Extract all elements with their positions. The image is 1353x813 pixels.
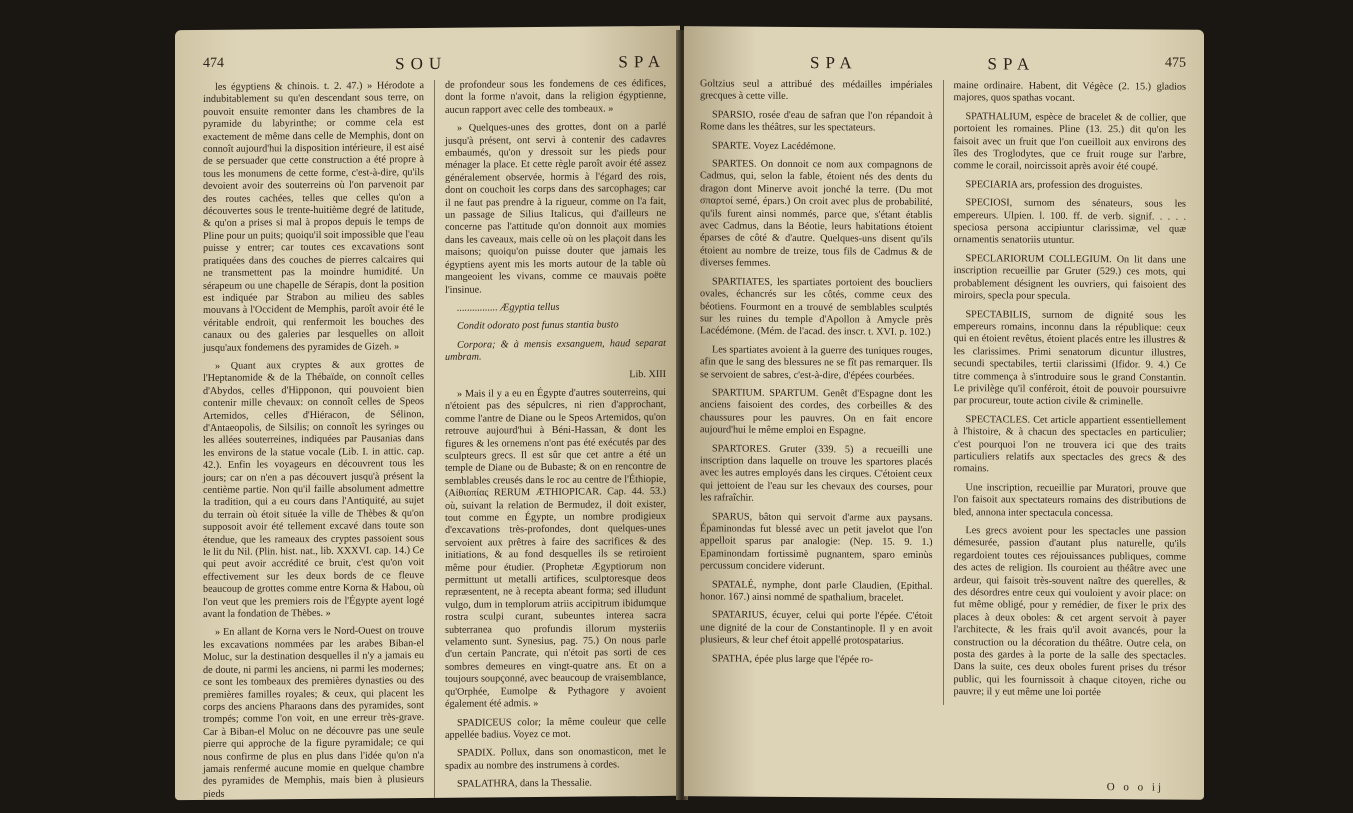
left-header-running-title: SOU	[395, 53, 448, 74]
entry: SPARUS, bâton qui servoit d'arme aux paysans. Épaminondas fut blessé avec un petit javelot que l'on appelloit sparus par analogie: (Nep. 15. 9. 1.) Epaminondam fortissimè pugnantem, sparo eminùs percussum concidere viderunt.	[700, 510, 933, 573]
right-column-2	[954, 80, 1187, 706]
right-header-running-title-2: SPA	[987, 54, 1036, 74]
right-page	[684, 26, 1204, 800]
left-page	[175, 26, 680, 800]
entry: SPECIOSI, surnom des sénateurs, sous les empereurs. Ulpien. l. 100. ff. de verb. signif. . . . . speciosa persona accipiuntur clarissimæ, vel quæ ornamentis senatoriis utuntur.	[953, 197, 1186, 247]
paragraph: » Mais il y a eu en Égypte d'autres souterreins, qui n'étoient pas des sépulcres, ni rien d'approchant, comme l'antre de Diane ou le Speos Artemidos, qu'on retrouve aujourd'hui à Béni-Hassan, & dont les figures & les ornemens n'ont pas été exécutés par des sculpteurs grecs. Il est sûr que cet antre a été un temple de Diane ou de Bubaste; & on en rencontre de semblables creusés dans le roc au centre de l'Éthiopie, (Αἰθιοπίας RERUM ÆTHIOPICAR. Cap. 44. 53.) où, suivant la relation de Bermudez, il doit exister, tout comme en Égypte, un nombre prodigieux d'excavations très-profondes, dont quelques-unes servoient aux prêtres à faire des sacrifices & des initiations, & au fond desquelles ils se retiroient même pour étudier. (Prophetæ Ægyptiorum non permittunt ut metalli artifices, sculptoresque deos repræsentent, ne à recepta abeant forma; sed illudunt vulgo, dum in templorum atriis accipitrum ibidumque rostra sculpi curant, subeuntes interea sacra subterranea quo profundis illorum mysteriis velamento sunt. Synesius, pag. 75.) On nous parle d'un certain Pancrate, qui n'étoit pas sorti de ces sombres demeures en vingt-quatre ans. Et on a toujours soupçonné, avec beaucoup de vraisemblance, qu'Orphée, Eumolpe & Pythagore y avoient également été admis. »	[445, 386, 666, 710]
paragraph: Les grecs avoient pour les spectacles une passion démesurée, passion d'autant plus naturelle, qu'ils regardoient toutes ces réjouissances publiques, comme des actes de religion. Ils couroient au théâtre avec une ardeur, qui faisoit très-souvent naître des querelles, & des désordres entre ceux qui vouloient y avoir place: on fut même obligé, pour y remédier, de fixer le prix des places à deux oboles: & cet argent servoit à payer l'architecte, & les frais qu'il avoit avancés, pour la construction ou la décoration du théâtre. Outre cela, on posta des gardes à la porte de la salle des spectacles. Dans la suite, ces deux oboles furent prises du trésor public, qui les fournissoit à chaque citoyen, riche ou pauvre; il y eut même une loi portée	[953, 525, 1186, 699]
left-page-header	[203, 52, 666, 76]
paragraph: maine ordinaire. Habent, dit Végèce (2. 15.) gladios majores, quos spathas vocant.	[953, 80, 1186, 105]
entry: SPARTES. On donnoit ce nom aux compagnons de Cadmus, qui, selon la fable, étoient nés des dents du dragon dont Minerve avoit jonché la terre. (Du mot σπαρτοί semé, épars.) On croit avec plus de probabilité, qu'ils furent ainsi nommés, parce que, s'étant établis avec Cadmus, dans la Béotie, leurs habitations étoient éparses de côté & d'autre. Quelques-uns disent qu'ils étoient au nombre de treize, tous fils de Cadmus & de diverses femmes.	[700, 158, 933, 270]
paragraph: Goltzius seul a attribué des médailles impériales grecques à cette ville.	[700, 78, 933, 103]
entry: SPATHA, épée plus large que l'épée ro-	[712, 653, 874, 666]
verse-line: ................ Ægyptia tellus	[457, 301, 560, 314]
paragraph: » En allant de Korna vers le Nord-Ouest on trouve les excavations nommées par les arabes Biban-el Moluc, sur la destination desquelles il n'y a jamais eu de doute, ni parmi les anciens, ni parmi les modernes; ce sont les tombeaux des premières dynasties ou des premières familles royales; & ceux, qui placent les corps des anciens Pharaons dans des pyramides, sont trompés; comme l'on voit, en une erreur très-grave. Car à Biban-el Moluc on ne découvre pas une seule pierre qui approche de la figure pyramidale; ce qui nous confirme de plus en plus dans l'idée qu'on n'a jamais renfermé aucune momie en quelque chambre des pyramides de Memphis, mais bien à plusieurs pieds	[203, 625, 424, 800]
entry: SPADICEUS color; la même couleur que celle appellée badius. Voyez ce mot.	[445, 715, 666, 741]
entry: SPARTIUM. SPARTUM. Genêt d'Espagne dont les anciens faisoient des cordes, des corbeilles & des chaussures pour les pauvres. On en fait encore aujourd'hui le même emploi en Espagne.	[700, 387, 933, 437]
left-page-number: 474	[203, 55, 224, 71]
paragraph: de profondeur sous les fondemens de ces édifices, dont la forme n'avoit, dans la religion égyptienne, aucun rapport avec celle des tombeaux. »	[445, 77, 666, 116]
left-column-2	[445, 78, 666, 800]
entry: SPARTORES. Gruter (339. 5) a recueilli une inscription dans laquelle on trouve les spartores placés avec les autres employés dans les cirques. C'étoient ceux qui jettoient de l'eau sur les chevaux des courses, pour les rafraîchir.	[700, 442, 933, 504]
paragraph: » Quant aux cryptes & aux grottes de l'Heptanomide & de la Thébaïde, on connoît celles d'Abydos, celles d'Hipponon, qui pouvoient bien contenir mille chevaux: on connoît celles de Speos Artemidos, celles d'Hiéracon, de Sélinon, d'Antaeopolis, de Silsilis; on connoît les syringes ou les allées souterreines, indiquées par Pausanias dans les environs de la statue vocale (Lib. I. in attic. cap. 42.). Enfin les voyageurs en découvrent tous les jours; car on n'en a pas découvert jusqu'à présent la centième partie. Non qu'il faille absolument admettre la tradition, qui a eu cours dans l'Antiquité, au sujet du terrain où étoit située la ville de Thèbes & qu'on supposoit avoir été tellement excavé dans toute son étendue, que les rameaux des cryptes passoient sous le lit du Nil. (Plin. hist. nat., lib. XXXVI. cap. 14.) Ce qui peut avoir accrédité ce bruit, c'est qu'on voit effectivement sur les deux bords de ce fleuve beaucoup de grottes comme entre Korna & Habou, où l'on veut que les premiers rois de l'Égypte ayent logé avant la fondation de Thèbes. »	[203, 358, 424, 621]
entry: SPADIX. Pollux, dans son onomasticon, met le spadix au nombre des instrumens à cordes.	[445, 746, 666, 772]
right-column-1	[700, 78, 933, 704]
entry: SPARTIATES, les spartiates portoient des boucliers ovales, échancrés sur les côtés, comme ceux des béotiens. Fourmont en a trouvé de semblables sculptés sur les ruines du temple d'Apollon à Amycle près Lacédémone. (Mém. de l'acad. des inscr. t. XVI. p. 102.)	[700, 276, 933, 339]
entry: SPECTACLES. Cet article appartient essentiellement à l'histoire, & à chacun des spectacles en particulier; c'est pourquoi l'on ne trouvera ici que des traits particuliers relatifs aux spectacles des grecs & des romains.	[953, 413, 1186, 475]
paragraph: Une inscription, recueillie par Muratori, prouve que l'on faisoit aux spectateurs romains des distributions de bled, annona inter spectacula concessa.	[953, 481, 1186, 519]
entry: SPECTABILIS, surnom de dignité sous les empereurs romains, inconnu dans la république: ceux qui en étoient revêtus, étoient placés entre les illustres & les clarissimes. Primi senatorum dicuntur illustres, secundi spectabiles, tertii clarissimi (Ifidor. 9. 4.) Ce titre commença à s'introduire sous le grand Constantin. Le privilège qu'il conféroit, étoit de pouvoir poursuivre par procureur, toute action civile & criminelle.	[953, 308, 1186, 408]
entry: SPATHALIUM, espèce de bracelet & de collier, que portoient les romaines. Pline (13. 25.) dit qu'on les faisoit avec un fruit que l'on cueilloit aux environs des îles des Troglodytes, que ce fruit rouge sur l'arbre, comme le corail, noircissoit après avoir été coupé.	[953, 110, 1186, 173]
left-header-running-title-2: SPA	[618, 51, 666, 72]
column-rule	[434, 80, 435, 800]
entry: SPARTE. Voyez Lacédémone.	[712, 140, 836, 152]
entry: SPECIARIA ars, profession des droguistes.	[965, 178, 1143, 192]
entry: SPATALÉ, nymphe, dont parle Claudien, (Epithal. honor. 167.) ainsi nommé de spathalium, bracelet.	[700, 579, 933, 604]
right-page-header	[700, 52, 1186, 75]
right-header-running-title: SPA	[810, 53, 858, 73]
column-rule	[943, 80, 944, 705]
paragraph: Les spartiates avoient à la guerre des tuniques rouges, afin que le sang des blessures ne se fît pas remarquer. Ils se servoient de sabres, c'est-à-dire, d'épées courbées.	[700, 344, 933, 382]
entry: SPARSIO, rosée d'eau de safran que l'on répandoit à Rome dans les théâtres, sur les spectateurs.	[700, 109, 933, 134]
paragraph: » Quelques-unes des grottes, dont on a parlé jusqu'à présent, ont servi à contenir des cadavres embaumés, qu'on y dressoit sur les pieds pour ménager la place. Et cette règle paroît avoir été assez généralement observée, hormis à l'égard des rois, dont on couchoit les corps dans des sarcophages; car il ne faut pas prendre à la rigueur, comme on l'a fait, un passage de Silius Italicus, qui d'ailleurs ne concerne pas l'attitude qu'on donnoit aux momies dans les caveaux, mais celle où on les plaçoit dans les maisons; quoiqu'on puisse douter que jamais les égyptiens ayent mis les morts autour de la table où mangeoient les vivans, comme ce mauvais poëte l'insinue.	[445, 121, 666, 296]
entry: SPALATHRA, dans la Thessalie.	[457, 777, 592, 790]
left-column-1	[203, 80, 424, 800]
right-page-number: 475	[1165, 55, 1186, 71]
entry: SPECLARIORUM COLLEGIUM. On lit dans une inscription recueillie par Gruter (529.) ces mots, qui probablement désignent les ouvriers, qui faisoient des miroirs, specla pour specula.	[953, 253, 1186, 302]
verse-line: Corpora; & à mensis exsanguem, haud separat umbram.	[445, 337, 666, 363]
signature-mark: O o o ij	[1106, 781, 1164, 794]
verse-source: Lib. XIII	[629, 368, 666, 380]
entry: SPATARIUS, écuyer, celui qui porte l'épée. C'étoit une dignité de la cour de Constantinople. Il y en avoit plusieurs, & leur chef étoit appellé protospatarius.	[700, 609, 933, 647]
paragraph: les égyptiens & chinois. t. 2. 47.) » Hérodote a indubitablement su qu'en descendant sous terre, on pouvoit ensuite remonter dans les chambres de la pyramide du labyrinthe; or comme cela est exactement de même dans celle de Memphis, dont on connoît aujourd'hui la disposition intérieure, il est aisé de se persuader que cette construction a été propre à tous les monumens de cette forme, c'est-à-dire, qu'ils devoient avoir des souterreins où l'on parvenoit par des routes cachées, telles que celles qu'on a découvertes sous le trente-huitième degré de latitude, & qu'on a prises si mal à propos depuis le temps de Pline pour un puits; quoiqu'il soit impossible que l'eau puisse y entrer; car toutes ces excavations sont pratiquées dans des couches de pierres calcaires qui ne transmettent pas la moindre humidité. Un sérapeum ou une chapelle de Sérapis, dont la position est indiquée par Strabon au milieu des sables mouvans à l'Occident de Memphis, paroît avoir été le véritable endroit, qui renfermoit les bouches des canaux ou des galeries par lesquelles on alloit jusqu'aux fondemens des pyramides de Gizeh. »	[203, 80, 424, 354]
verse-line: Condit odorato post funus stantia busto	[457, 319, 619, 333]
